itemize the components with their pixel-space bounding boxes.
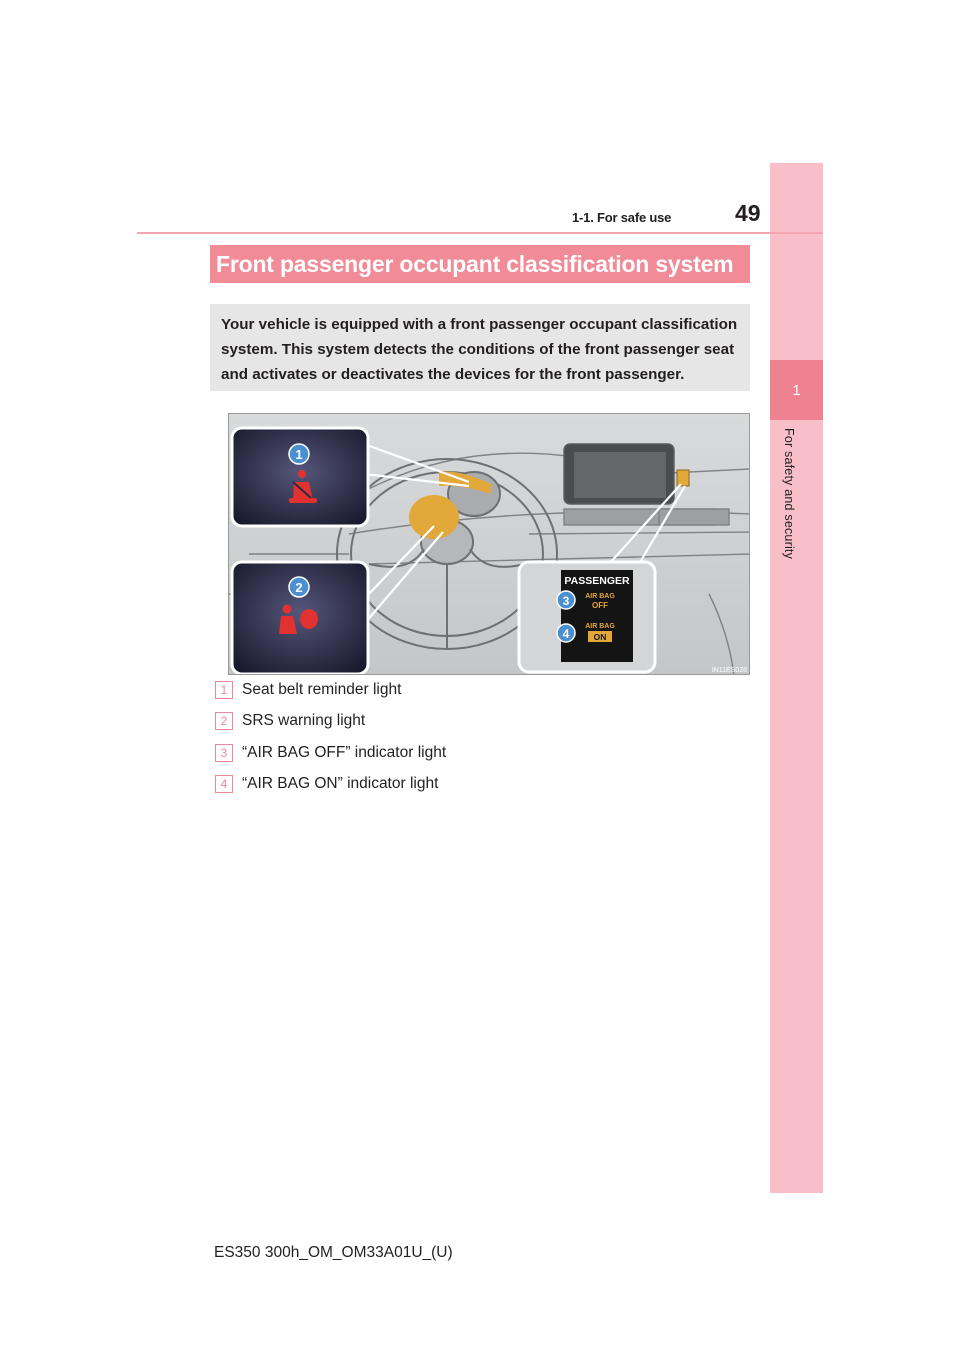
legend-text-4: “AIR BAG ON” indicator light <box>242 775 439 792</box>
airbag-on-line2: ON <box>593 632 607 642</box>
callout-1-label: 1 <box>295 447 303 462</box>
legend-number-4: 4 <box>215 775 233 793</box>
legend-item-4 <box>215 773 438 795</box>
intro-text: Your vehicle is equipped with a front passenger occupant classification system. This system detects the conditions of the front passenger seat and activates or deactivates the devices for the front passenger. <box>210 304 750 391</box>
section-label: 1-1. For safe use <box>572 210 672 225</box>
passenger-airbag-panel <box>519 562 655 672</box>
airbag-on-line1: AIR BAG <box>585 623 615 630</box>
legend-item-1 <box>215 679 401 701</box>
airbag-off-line1: AIR BAG <box>585 593 615 600</box>
legend-number-3: 3 <box>215 744 233 762</box>
figure-code: IN11ES028 <box>711 667 747 674</box>
section-title: Front passenger occupant classification system <box>210 245 750 283</box>
callout-2-label: 2 <box>295 580 303 595</box>
legend-text-3: “AIR BAG OFF” indicator light <box>242 744 447 761</box>
legend-number-2: 2 <box>215 712 233 730</box>
legend-text-1: Seat belt reminder light <box>242 681 402 698</box>
chapter-side-tab <box>770 163 823 1193</box>
legend-text-2: SRS warning light <box>242 712 366 729</box>
header-divider <box>137 232 823 234</box>
chapter-title-vertical: For safety and security <box>782 428 796 560</box>
airbag-off-line2: OFF <box>592 601 608 610</box>
callout-3-label: 3 <box>562 594 570 608</box>
dashboard-drawing <box>229 414 750 675</box>
chapter-number-tab[interactable]: 1 <box>770 360 823 420</box>
seatbelt-panel <box>232 428 368 526</box>
footer-document-code: ES350 300h_OM_OM33A01U_(U) <box>214 1244 453 1261</box>
passenger-indicator-highlight <box>677 470 689 486</box>
passenger-heading: PASSENGER <box>564 575 630 587</box>
legend-item-2 <box>215 710 365 732</box>
page-number: 49 <box>735 200 761 226</box>
dashboard-illustration <box>228 413 750 675</box>
srs-panel <box>232 562 368 674</box>
legend-number-1: 1 <box>215 681 233 699</box>
meter-highlight <box>409 495 459 539</box>
legend-item-3 <box>215 742 446 764</box>
callout-4-label: 4 <box>562 627 570 641</box>
